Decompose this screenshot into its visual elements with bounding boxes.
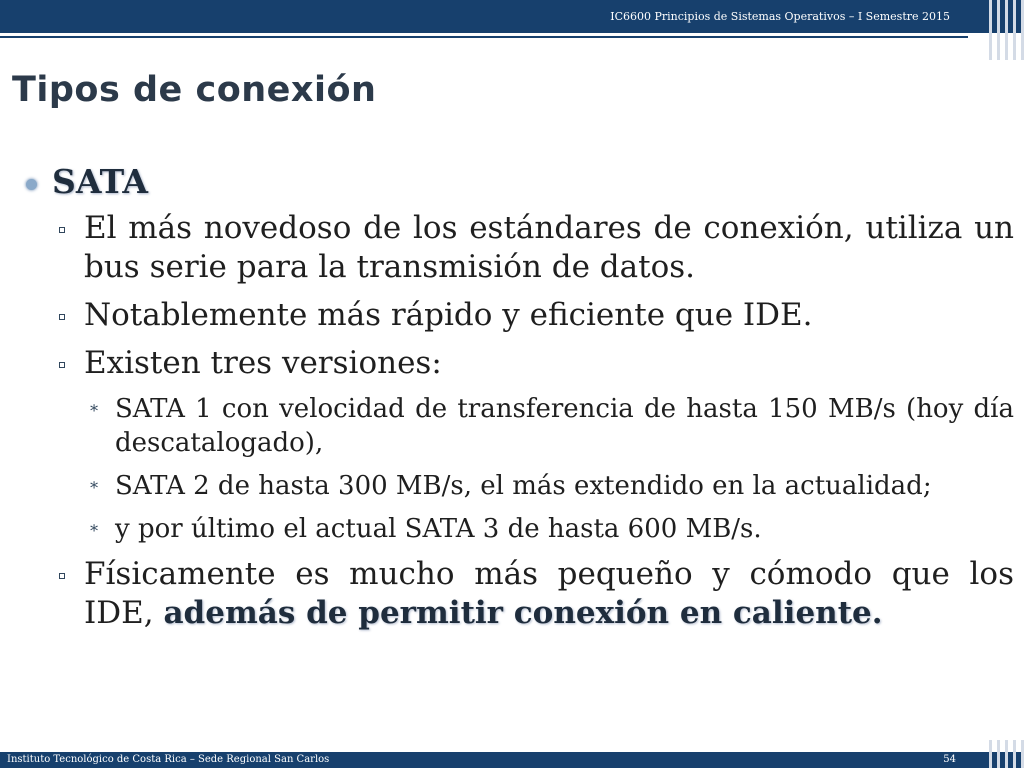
- version-item: [22, 469, 1014, 503]
- page-number: 54: [943, 754, 956, 765]
- sub-point: [22, 344, 1014, 383]
- header-rule: [0, 36, 968, 38]
- square-bullet-icon: [59, 227, 65, 233]
- sub-point-text: Físicamente es mucho más pequeño y cómodo que los IDE,: [84, 556, 1014, 631]
- bullet-heading: SATA: [52, 162, 148, 201]
- sub-point: [22, 209, 1014, 287]
- sub-point-text: Notablemente más rápido y eficiente que IDE.: [84, 297, 813, 333]
- square-bullet-icon: [59, 362, 65, 368]
- version-text: y por último el actual SATA 3 de hasta 600 MB/s.: [115, 514, 762, 544]
- version-text: SATA 1 con velocidad de transferencia de hasta 150 MB/s (hoy día descatalogado),: [115, 394, 1014, 458]
- dot-cross-bullet-icon: ∗: [88, 475, 100, 494]
- sub-point-text: Existen tres versiones:: [84, 345, 442, 381]
- slide-title: Tipos de conexión: [12, 70, 377, 110]
- footer-decoration-stripes: [968, 740, 1024, 768]
- sub-point: [22, 296, 1014, 335]
- dot-cross-bullet-icon: ∗: [88, 398, 100, 417]
- dot-cross-bullet-icon: ∗: [88, 518, 100, 537]
- square-bullet-icon: [59, 314, 65, 320]
- slide-body: [22, 162, 1014, 642]
- version-text: SATA 2 de hasta 300 MB/s, el más extendido en la actualidad;: [115, 471, 932, 501]
- footer-institution: Instituto Tecnológico de Costa Rica – Sede Regional San Carlos: [7, 754, 330, 765]
- version-item: [22, 392, 1014, 460]
- sub-point: [22, 555, 1014, 633]
- bullet-sata: [22, 162, 1014, 201]
- header-decoration-stripes: [968, 0, 1024, 60]
- bullet-dot-icon: [26, 179, 37, 190]
- sub-point-text: El más novedoso de los estándares de conexión, utiliza un bus serie para la transmisión de datos.: [84, 210, 1014, 285]
- emphasized-text: además de permitir conexión en caliente.: [163, 595, 883, 631]
- square-bullet-icon: [59, 573, 65, 579]
- version-item: [22, 512, 1014, 546]
- course-header: IC6600 Principios de Sistemas Operativos – I Semestre 2015: [610, 10, 950, 23]
